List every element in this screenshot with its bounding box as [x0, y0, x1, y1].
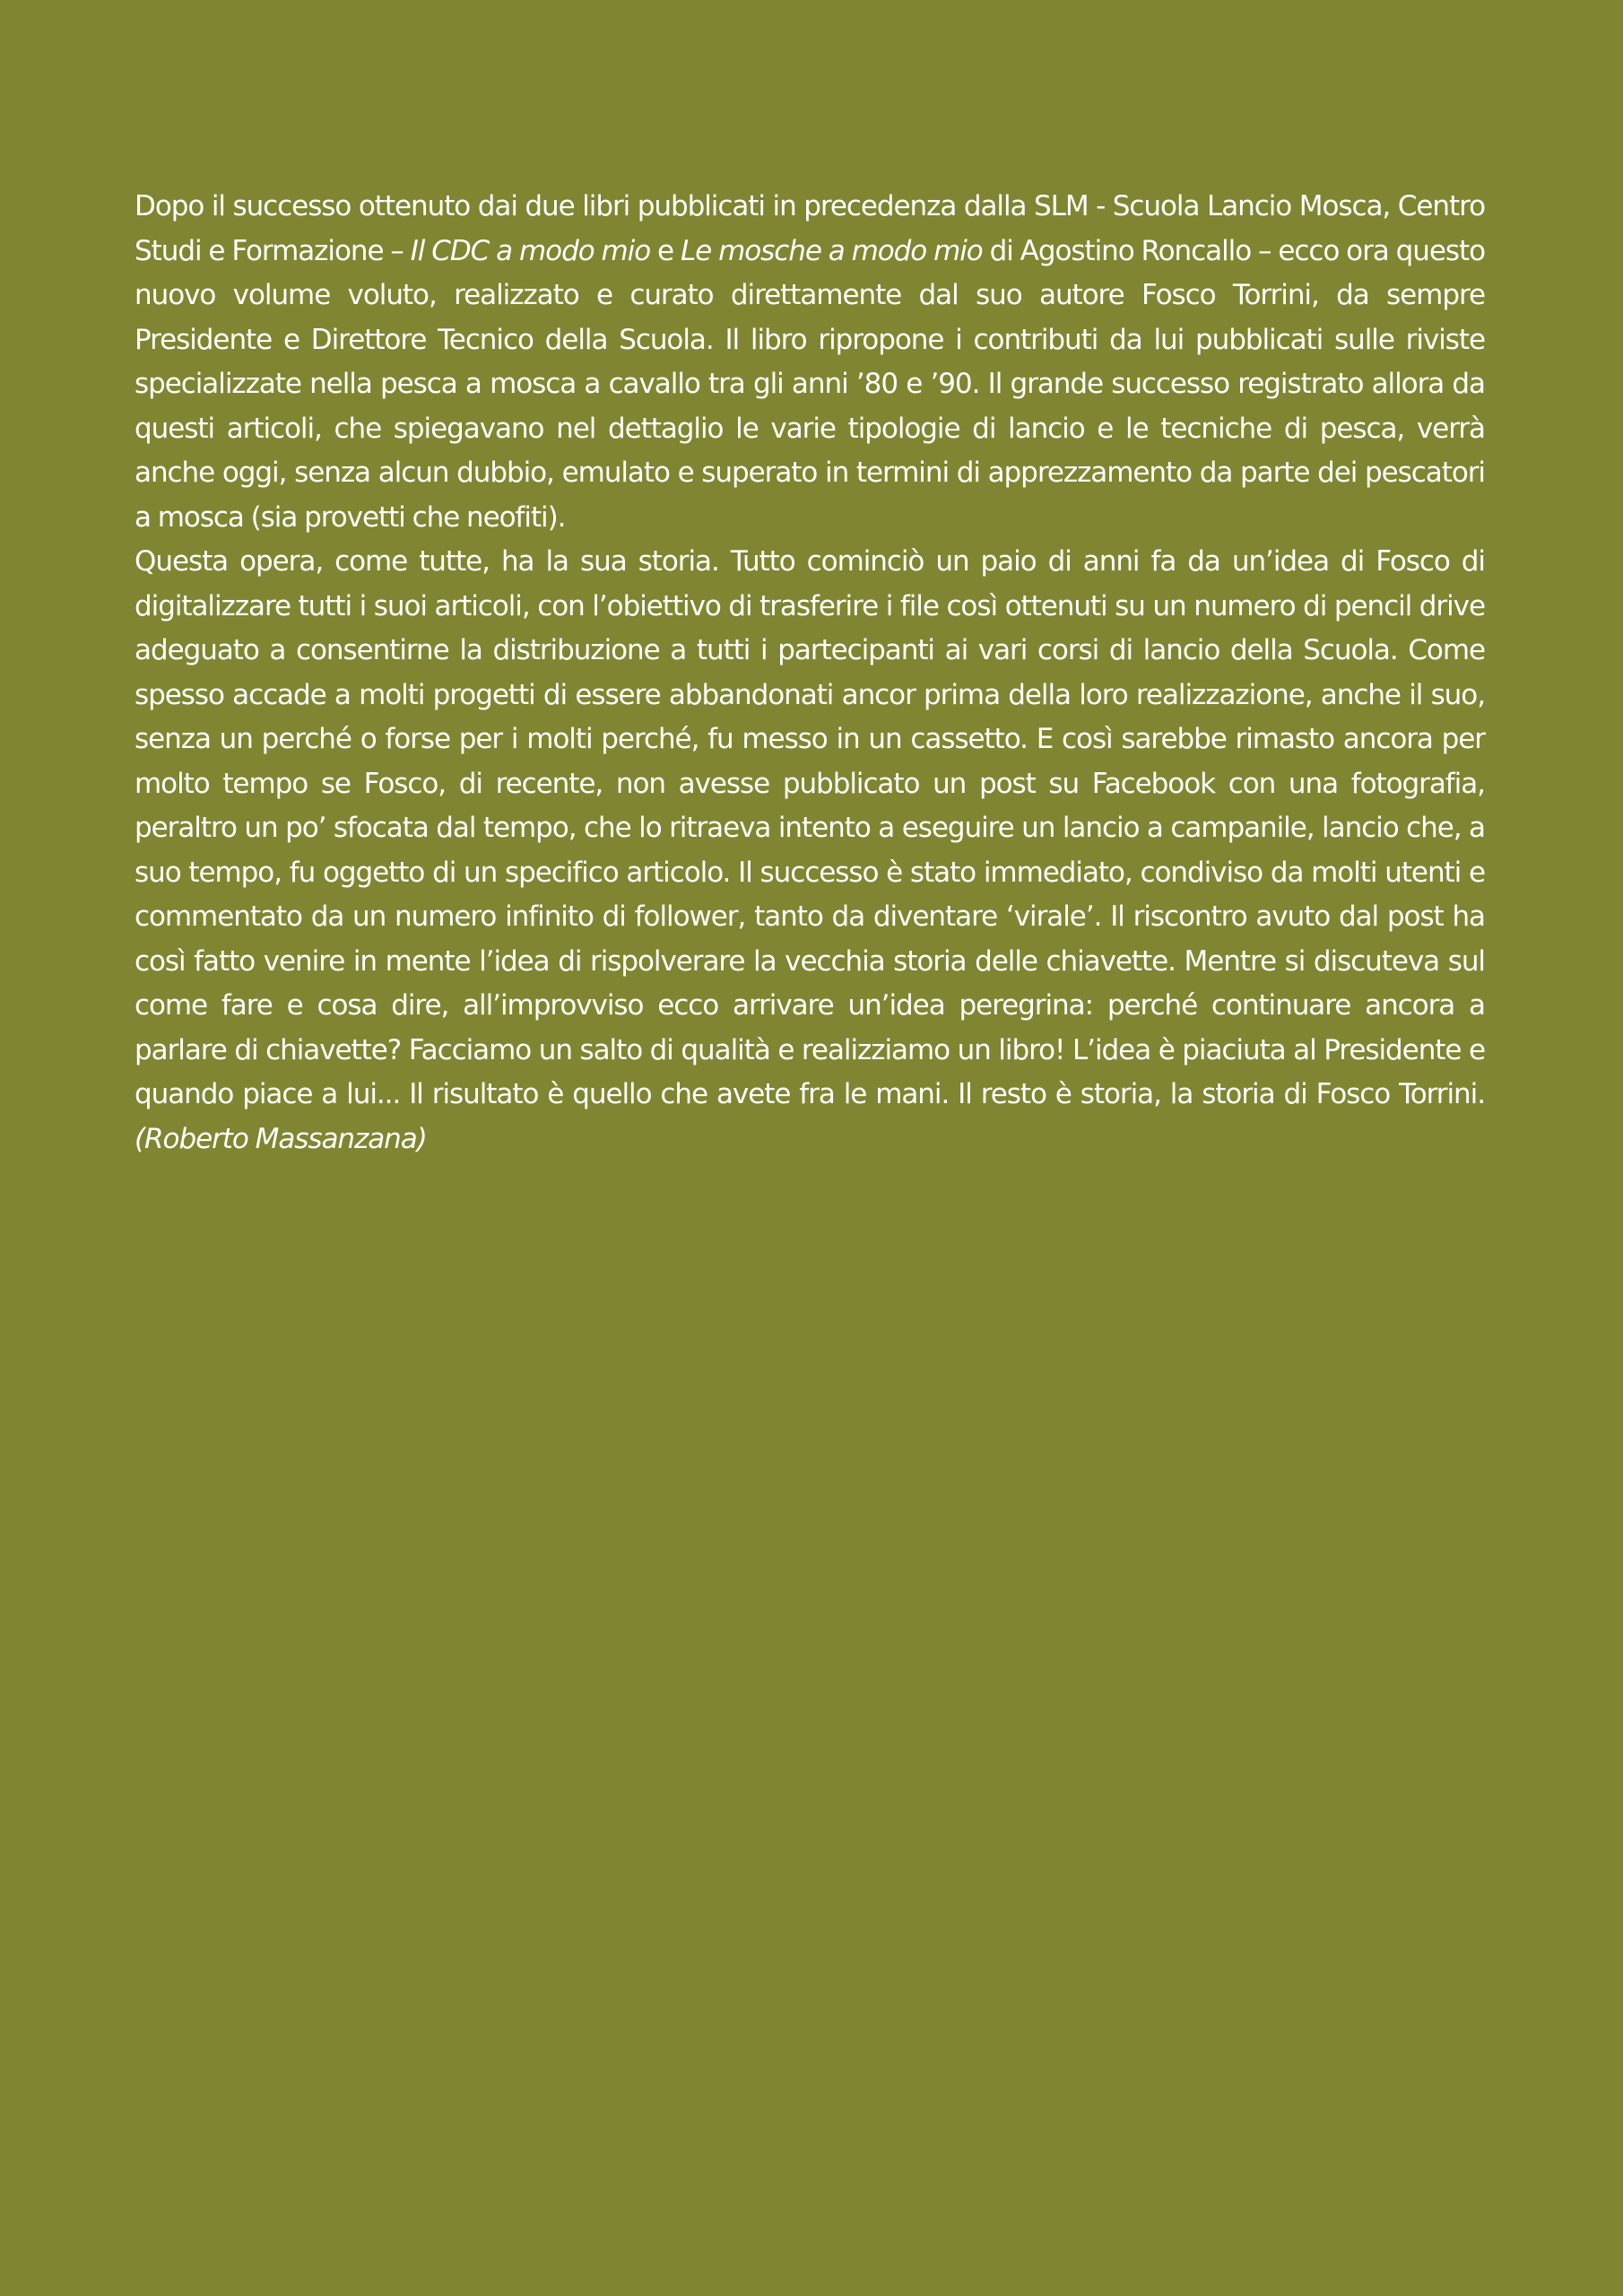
intro-text-part-3: di Agostino Roncallo – ecco ora questo nuovo volume voluto, realizzato e curato direttamente dal suo autore Fosco Torrini, da sempre Presidente e Direttore Tecnico della Scuola. Il libro ripropone i contributi da lui pubblicati sulle riviste specializzate nella pesca a mosca a cavallo tra gli anni ’80 e ’90. Il grande successo registrato allora da questi articoli, che spiegavano nel dettaglio le varie tipologie di lancio e le tecniche di pesca, verrà anche oggi, senza alcun dubbio, emulato e superato in termini di apprezzamento da parte dei pescatori a mosca (sia provetti che neofiti). — [135, 234, 1485, 534]
intro-paragraph — [135, 185, 1485, 540]
book-title-mosche: Le mosche a modo mio — [680, 234, 983, 267]
intro-text-part-1: Dopo il successo ottenuto dai due libri pubblicati in precedenza dalla SLM - Scuola Lancio Mosca, Centro Studi e Formazione – — [135, 190, 1485, 267]
story-text: Questa opera, come tutte, ha la sua storia. Tutto cominciò un paio di anni fa da un’idea di Fosco di digitalizzare tutti i suoi articoli, con l’obiettivo di trasferire i file così ottenuti su un numero di pencil drive adeguato a consentirne la distribuzione a tutti i partecipanti ai vari corsi di lancio della Scuola. Come spesso accade a molti progetti di essere abbandonati ancor prima della loro realizzazione, anche il suo, senza un perché o forse per i molti perché, fu messo in un cassetto. E così sarebbe rimasto ancora per molto tempo se Fosco, di recente, non avesse pubblicato un post su Facebook con una fotografia, peraltro un po’ sfocata dal tempo, che lo ritraeva intento a eseguire un lancio a campanile, lancio che, a suo tempo, fu oggetto di un specifico articolo. Il successo è stato immediato, condiviso da molti utenti e commentato da un numero infinito di follower, tanto da diventare ‘virale’. Il riscontro avuto dal post ha così fatto venire in mente l’idea di rispolverare la vecchia storia delle chiavette. Mentre si discuteva sul come fare e cosa dire, all’improvviso ecco arrivare un’idea peregrina: perché continuare ancora a parlare di chiavette? Facciamo un salto di qualità e realizziamo un libro! L’idea è piaciuta al Presidente e quando piace a lui... Il risultato è quello che avete fra le mani. Il resto è storia, la storia di Fosco Torrini. — [135, 545, 1485, 1110]
back-cover-text — [135, 185, 1485, 1161]
intro-text-part-2: e — [650, 234, 681, 267]
story-paragraph — [135, 540, 1485, 1161]
book-title-cdc: Il CDC a modo mio — [410, 234, 651, 267]
author-signature: (Roberto Massanzana) — [135, 1122, 427, 1155]
